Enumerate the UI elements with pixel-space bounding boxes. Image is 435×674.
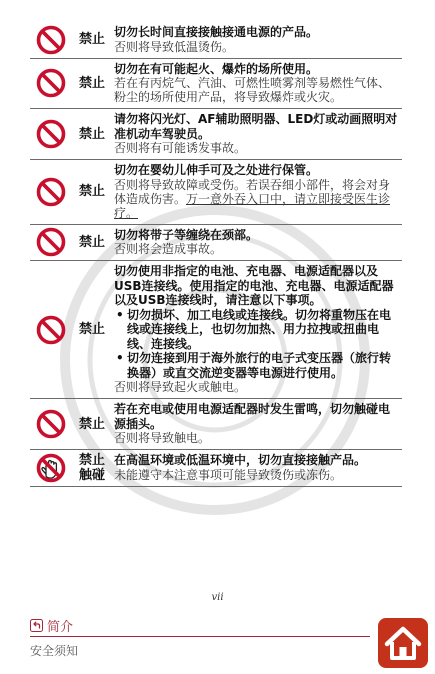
warning-description [114,141,400,155]
warning-row [30,160,402,225]
warning-row [30,225,402,262]
warning-table [30,22,402,487]
warning-description-text: 未能遵守本注意事项可能导致烫伤或冻伤。 [114,467,343,482]
no-touch-icon [30,450,72,486]
prohibited-icon [30,109,72,159]
warning-text [112,450,402,486]
warning-bullet-list [114,308,400,381]
prohibited-icon [30,225,72,261]
warning-tag [72,109,112,159]
warning-tag [72,22,112,58]
warning-row [30,59,402,110]
warning-tag [72,225,112,261]
warning-description [114,431,400,445]
warning-description-text: 否则将导致故障或受伤。若误吞细小部件，将会对身体造成伤害。 [114,177,391,206]
warning-heading: 在高温环境或低温环境中，切勿直接接触产品。 [114,453,367,467]
warning-description-emphasis: 万一意外吞入口中，请立即接受医生诊疗。 [114,191,391,220]
warning-description [114,242,400,256]
breadcrumb-divider [30,636,370,637]
warning-row [30,450,402,487]
prohibited-icon [30,261,72,398]
warning-tag-text: 禁止 [78,32,105,48]
warning-tag-text: 触碰 [78,467,105,483]
warning-row [30,22,402,59]
warning-tag-text: 禁止 [78,322,105,337]
warning-heading: 切勿使用非指定的电池、充电器、电源适配器以及USB连接线。使用指定的电池、充电器、电源适配器以及USB连接线时，请注意以下事项。 [114,264,394,307]
prohibited-icon [30,399,72,449]
warning-description-text: 否则将有可能诱发事故。 [114,141,247,155]
warning-tag [72,261,112,398]
warning-text [112,109,402,159]
back-arrow-icon[interactable] [30,619,43,632]
prohibited-icon [30,22,72,58]
warning-description [114,468,400,482]
warning-description [114,40,400,54]
warning-bullet-text: 切勿损坏、加工电线或连接线。切勿将重物压在电线或连接线上，也切勿加热、用力拉拽或扭曲电线、连接线。 [127,307,392,351]
warning-row [30,261,402,399]
warning-tag-text: 禁止 [78,234,105,250]
warning-heading: 切勿将带子等缠绕在颈部。 [114,227,259,242]
warning-description-text: 若在有丙烷气、汽油、可燃性喷雾剂等易燃性气体、粉尘的场所使用产品，将导致爆炸或火灾。 [114,76,391,104]
breadcrumb[interactable] [30,616,73,635]
warning-row [30,109,402,160]
prohibited-icon [30,59,72,109]
page-number: vii [211,592,224,603]
warning-text [112,22,402,58]
warning-tag-text: 禁止 [78,75,105,91]
home-button[interactable] [378,618,428,668]
warning-bullet-text: 切勿连接到用于海外旅行的电子式变压器（旅行转换器）或直交流逆变器等电源进行使用。 [127,351,392,380]
warning-tag-text: 禁止 [78,416,105,432]
home-icon [384,625,422,661]
warning-description-text: 否则将会造成事故。 [114,242,223,256]
warning-tag [72,399,112,449]
warning-bullet [114,351,400,380]
bullet-dot-icon: • [116,351,124,365]
warning-description-text: 否则将导致触电。 [114,431,211,445]
warning-tag-text: 禁止 [78,126,105,142]
prohibited-icon [30,160,72,224]
warning-description-text: 否则将导致起火或触电。 [114,380,247,394]
warning-tag-text: 禁止 [78,452,105,468]
warning-tag-text: 禁止 [78,184,105,200]
warning-tag [72,59,112,109]
bullet-dot-icon: • [116,307,124,322]
warning-heading: 切勿长时间直接接触接通电源的产品。 [114,25,319,39]
warning-bullet [114,308,400,352]
warning-heading: 切勿在有可能起火、爆炸的场所使用。 [114,61,319,76]
warning-description [114,380,400,394]
warning-row [30,399,402,450]
section-title: 安全须知 [30,644,79,658]
warning-text [112,399,402,449]
warning-tag [72,160,112,224]
warning-text [112,225,402,261]
warning-heading: 若在充电或使用电源适配器时发生雷鸣，切勿触碰电源插头。 [114,402,391,431]
warning-description [114,178,400,220]
warning-description-text: 否则将导致低温烫伤。 [114,39,235,54]
warning-text [112,261,402,398]
warning-heading: 切勿在婴幼儿伸手可及之处进行保管。 [114,163,319,177]
warning-text [112,160,402,224]
warning-heading: 请勿将闪光灯、AF辅助照明器、LED灯或动画照明对准机动车驾驶员。 [114,112,398,141]
warning-description [114,76,400,104]
breadcrumb-link[interactable]: 简介 [47,620,74,635]
warning-text [112,59,402,109]
warning-tag [72,450,112,486]
